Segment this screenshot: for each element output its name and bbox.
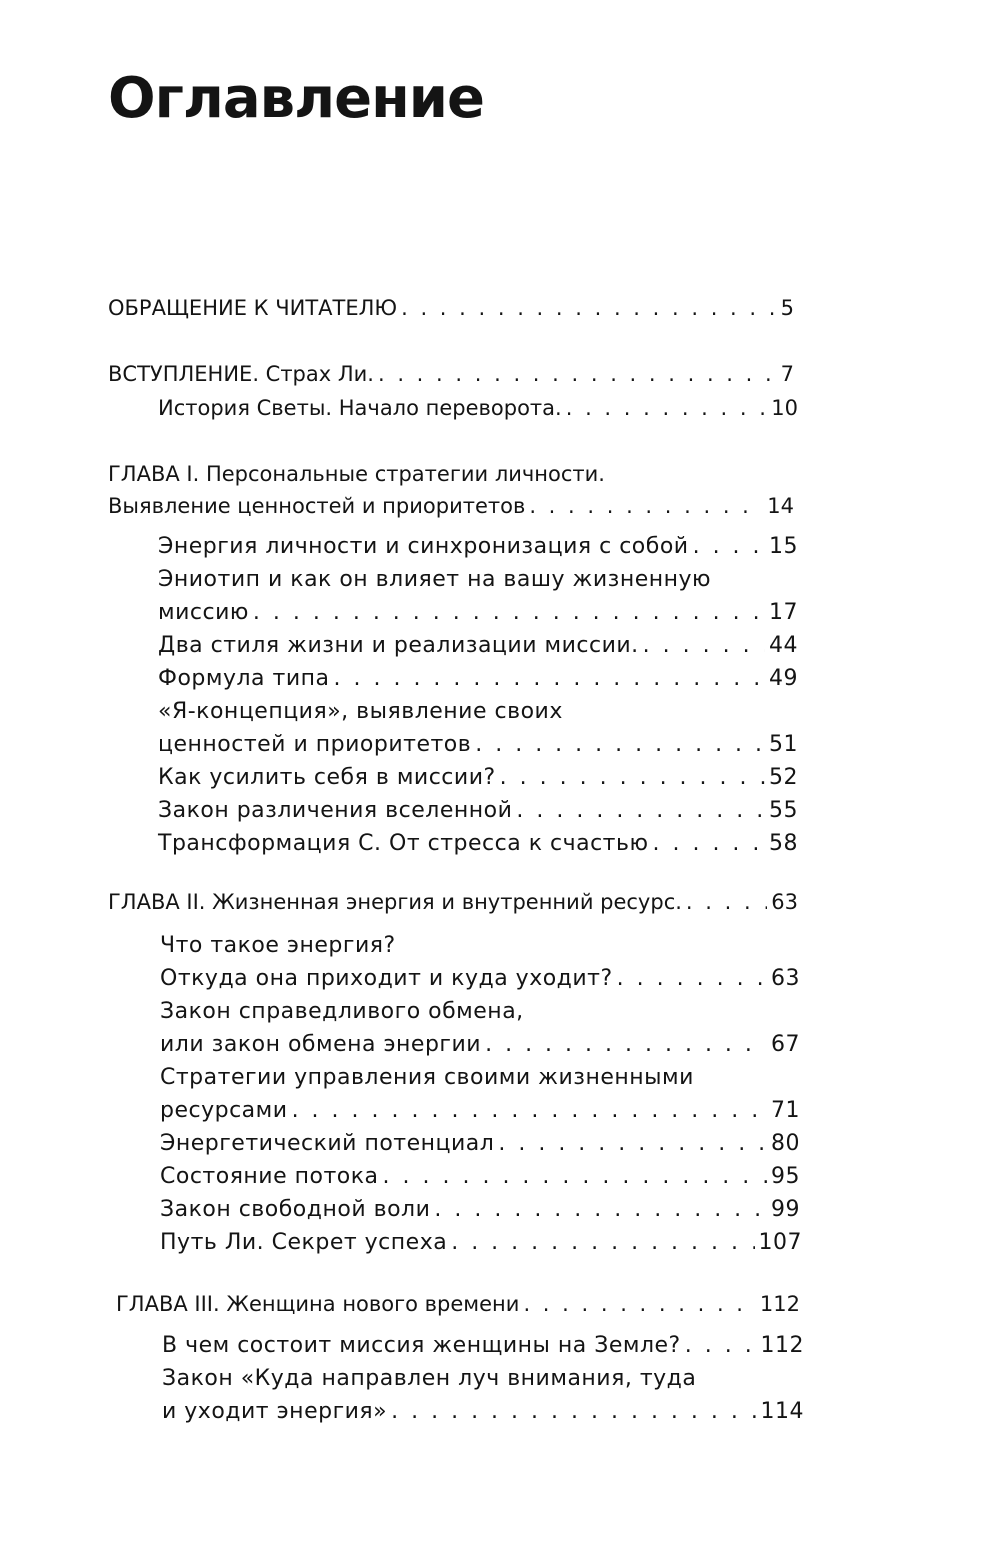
toc-page-number: 49 bbox=[769, 666, 798, 691]
toc-leader bbox=[292, 1098, 767, 1123]
toc-section-1-3[interactable] bbox=[158, 633, 798, 658]
toc-entry-title: миссию bbox=[158, 600, 249, 625]
toc-page-number: 99 bbox=[771, 1197, 800, 1222]
toc-page-number: 5 bbox=[780, 296, 794, 320]
toc-leader bbox=[334, 666, 766, 691]
toc-entry-title: Энергия личности и синхронизация с собой bbox=[158, 534, 689, 559]
toc-entry-intro[interactable] bbox=[108, 362, 794, 386]
toc-section-1-7[interactable] bbox=[158, 798, 798, 823]
toc-section-3-2-line1[interactable]: Закон «Куда направлен луч внимания, туда bbox=[162, 1366, 697, 1391]
toc-page-number: 10 bbox=[771, 396, 798, 420]
toc-page-number: 95 bbox=[771, 1164, 800, 1189]
toc-leader bbox=[617, 966, 767, 991]
toc-page-number: 112 bbox=[760, 1333, 804, 1358]
toc-leader bbox=[693, 534, 765, 559]
toc-leader bbox=[498, 1131, 767, 1156]
toc-entry-title: Трансформация С. От стресса к счастью bbox=[158, 831, 649, 856]
toc-entry-title: Закон различения вселенной bbox=[158, 798, 513, 823]
toc-section-1-5-line1[interactable]: «Я-концепция», выявление своих bbox=[158, 699, 563, 724]
toc-entry-title: ресурсами bbox=[160, 1098, 288, 1123]
toc-page-number: 52 bbox=[769, 765, 798, 790]
toc-page-number: 114 bbox=[760, 1399, 804, 1424]
toc-entry-title: Откуда она приходит и куда уходит? bbox=[160, 966, 613, 991]
toc-leader bbox=[652, 831, 765, 856]
toc-entry-title: и уходит энергия» bbox=[162, 1399, 388, 1424]
toc-entry-title: Энергетический потенциал bbox=[160, 1131, 495, 1156]
toc-leader bbox=[516, 798, 765, 823]
toc-page-number: 58 bbox=[769, 831, 798, 856]
toc-leader bbox=[485, 1032, 767, 1057]
toc-page-number: 63 bbox=[771, 966, 800, 991]
toc-entry-title: Формула типа bbox=[158, 666, 330, 691]
toc-entry-title: ценностей и приоритетов bbox=[158, 732, 472, 757]
toc-leader bbox=[475, 732, 765, 757]
toc-section-2-7[interactable] bbox=[160, 1230, 802, 1255]
toc-section-1-5[interactable] bbox=[158, 732, 798, 757]
toc-section-1-2-line1[interactable]: Эниотип и как он влияет на вашу жизненную bbox=[158, 567, 712, 592]
toc-leader bbox=[434, 1197, 767, 1222]
toc-entry-title: Путь Ли. Секрет успеха bbox=[160, 1230, 448, 1255]
toc-entry-title: или закон обмена энергии bbox=[160, 1032, 482, 1057]
toc-leader bbox=[401, 296, 777, 320]
page-title: Оглавление bbox=[108, 66, 485, 131]
toc-page-number: 17 bbox=[769, 600, 798, 625]
toc-section-2-1[interactable] bbox=[160, 966, 800, 991]
toc-page-number: 67 bbox=[771, 1032, 800, 1057]
toc-leader bbox=[643, 633, 765, 658]
toc-section-1-8[interactable] bbox=[158, 831, 798, 856]
toc-section-2-5[interactable] bbox=[160, 1164, 800, 1189]
toc-leader bbox=[566, 396, 768, 420]
toc-section-2-2-line1[interactable]: Закон справедливого обмена, bbox=[160, 999, 524, 1024]
toc-page-number: 107 bbox=[758, 1230, 802, 1255]
toc-section-2-1-line1[interactable]: Что такое энергия? bbox=[160, 933, 396, 958]
toc-section-3-2[interactable] bbox=[162, 1399, 804, 1424]
toc-entry-title: ГЛАВА II. Жизненная энергия и внутренний ресурс. bbox=[108, 890, 682, 914]
toc-leader bbox=[685, 1333, 757, 1358]
toc-page-number: 63 bbox=[771, 890, 798, 914]
toc-section-2-4[interactable] bbox=[160, 1131, 800, 1156]
toc-entry-title: ВСТУПЛЕНИЕ. Страх Ли. bbox=[108, 362, 374, 386]
toc-entry-title: Состояние потока bbox=[160, 1164, 379, 1189]
toc-section-2-3-line1[interactable]: Стратегии управления своими жизненными bbox=[160, 1065, 694, 1090]
toc-leader bbox=[253, 600, 765, 625]
toc-section-2-2[interactable] bbox=[160, 1032, 800, 1057]
toc-section-3-1[interactable] bbox=[162, 1333, 804, 1358]
toc-entry-title: Выявление ценностей и приоритетов bbox=[108, 494, 526, 518]
toc-page-number: 55 bbox=[769, 798, 798, 823]
toc-leader bbox=[451, 1230, 754, 1255]
toc-entry-title: Два стиля жизни и реализации миссии. bbox=[158, 633, 639, 658]
toc-page-number: 80 bbox=[771, 1131, 800, 1156]
toc-leader bbox=[523, 1292, 755, 1316]
toc-entry-title: История Светы. Начало переворота. bbox=[158, 396, 562, 420]
toc-page-number: 44 bbox=[769, 633, 798, 658]
toc-page-number: 112 bbox=[759, 1292, 800, 1316]
toc-page-number: 7 bbox=[780, 362, 794, 386]
toc-chapter-3[interactable] bbox=[116, 1292, 800, 1316]
toc-section-1-6[interactable] bbox=[158, 765, 798, 790]
toc-entry-address[interactable] bbox=[108, 296, 794, 320]
toc-leader bbox=[529, 494, 763, 518]
toc-chapter-2[interactable] bbox=[108, 890, 798, 914]
toc-entry-title: Как усилить себя в миссии? bbox=[158, 765, 496, 790]
toc-chapter-1[interactable] bbox=[108, 494, 794, 518]
toc-page-number: 14 bbox=[767, 494, 794, 518]
toc-page-number: 15 bbox=[769, 534, 798, 559]
toc-entry-title: ОБРАЩЕНИЕ К ЧИТАТЕЛЮ bbox=[108, 296, 398, 320]
toc-entry-title: Закон свободной воли bbox=[160, 1197, 431, 1222]
toc-entry-intro-sub[interactable] bbox=[158, 396, 798, 420]
toc-chapter-1-line1[interactable]: ГЛАВА I. Персональные стратегии личности. bbox=[108, 462, 605, 486]
toc-page-number: 51 bbox=[769, 732, 798, 757]
toc-entry-title: В чем состоит миссия женщины на Земле? bbox=[162, 1333, 681, 1358]
toc-entry-title: ГЛАВА III. Женщина нового времени bbox=[116, 1292, 520, 1316]
toc-section-2-3[interactable] bbox=[160, 1098, 800, 1123]
toc-page-number: 71 bbox=[771, 1098, 800, 1123]
toc-section-1-2[interactable] bbox=[158, 600, 798, 625]
toc-leader bbox=[686, 890, 767, 914]
toc-leader bbox=[391, 1399, 756, 1424]
toc-section-1-1[interactable] bbox=[158, 534, 798, 559]
toc-leader bbox=[378, 362, 777, 386]
toc-leader bbox=[383, 1164, 767, 1189]
toc-leader bbox=[500, 765, 765, 790]
toc-section-1-4[interactable] bbox=[158, 666, 798, 691]
toc-section-2-6[interactable] bbox=[160, 1197, 800, 1222]
